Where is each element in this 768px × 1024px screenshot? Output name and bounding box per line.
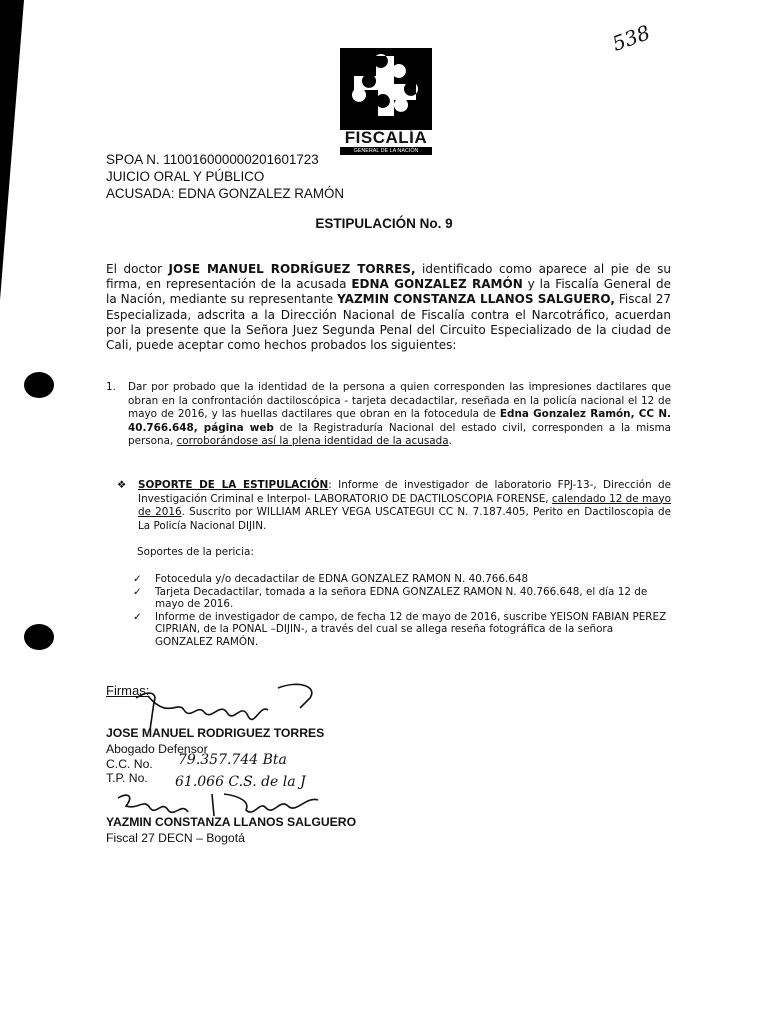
document-title: ESTIPULACIÓN No. 9 <box>315 216 453 231</box>
list-item: ✓ Tarjeta Decadactilar, tomada a la señora EDNA GONZALEZ RAMON N. 40.766.648, el día 12 de mayo de 2016. <box>133 585 648 610</box>
defender-cc-handwritten: 79.357.744 Bta <box>178 752 287 768</box>
diamond-bullet-icon: ❖ <box>117 479 127 491</box>
checkmark-icon: ✓ <box>133 573 142 585</box>
intro-paragraph: El doctor JOSE MANUEL RODRÍGUEZ TORRES, identificado como aparece al pie de su firma, en representación de la acusada EDNA GONZALEZ RAMÓN y la Fiscalía General de la Nación, mediante su representante YAZMIN CONSTANZA LLANOS SALGUERO, Fiscal 27 Especializada, adscrita a la Dirección Nacional de Fiscalía contra el Narcotráfico, acuerdan por la presente que la Señora Juez Segunda Penal del Circuito Especializado de la ciudad de Cali, puede aceptar como hechos probados los siguientes: <box>106 262 672 353</box>
page-number: 538 <box>609 20 654 56</box>
trial-type: JUICIO ORAL Y PÚBLICO <box>106 169 265 184</box>
item-text: Dar por probado que la identidad de la persona a quien corresponden las impresiones dactilares que obran en la confrontación dactiloscópica - tarjeta decadactilar, reseñada en la policía nacional el 12 de mayo de 2016, y las huellas dactilares que obran en la fotocedula de Edna Gonzalez Ramón, CC N. 40.766.648, página web de la Registraduría Nacional del estado civil, corresponden a la misma persona, corroborándose así la plena identidad de la acusada. <box>128 381 671 448</box>
defender-cc-label: C.C. No. <box>106 757 153 771</box>
defendant: ACUSADA: EDNA GONZALEZ RAMÓN <box>106 186 345 201</box>
defender-role: Abogado Defensor <box>106 742 208 756</box>
logo-title: FISCALÍA <box>344 128 428 147</box>
logo-subtitle: GENERAL DE LA NACIÓN <box>340 147 432 155</box>
spoa-number: SPOA N. 110016000000201601723 <box>106 152 319 167</box>
prosecutor-name: YAZMIN CONSTANZA LLANOS SALGUERO <box>106 815 357 829</box>
supports-heading: Soportes de la pericia: <box>137 546 254 558</box>
defender-tp-handwritten: 61.066 C.S. de la J <box>175 774 306 790</box>
defender-name: JOSE MANUEL RODRIGUEZ TORRES <box>106 726 325 740</box>
signatures-label: Firmas: <box>106 683 150 698</box>
hole-punch-mark <box>24 372 54 398</box>
hole-punch-mark <box>24 624 54 650</box>
defender-tp-label: T.P. No. <box>106 771 148 785</box>
list-item: ✓ Fotocedula y/o decadactilar de EDNA GONZALEZ RAMON N. 40.766.648 <box>133 573 529 585</box>
checkmark-icon: ✓ <box>133 585 142 598</box>
stipulated-fact <box>106 381 671 449</box>
scan-edge-mark <box>0 0 24 300</box>
checkmark-icon: ✓ <box>133 610 142 623</box>
supports-list <box>133 573 671 648</box>
fiscalia-logo <box>340 48 432 130</box>
item-number: 1. <box>106 381 116 393</box>
prosecutor-role: Fiscal 27 DECN – Bogotá <box>106 831 245 845</box>
support-text: SOPORTE DE LA ESTIPULACIÓN: Informe de investigador de laboratorio FPJ-13-, Dirección de Investigación Criminal e Interpol- LABORATORIO DE DACTILOSCOPIA FORENSE, calendado 12 de mayo de 2016. Suscrito por WILLIAM ARLEY VEGA USCATEGUI CC N. 7.187.405, Perito en Dactiloscopia de La Policía Nacional DIJIN. <box>138 479 671 532</box>
puzzle-piece-icon <box>340 48 432 130</box>
stipulation-support <box>117 479 671 533</box>
list-item: ✓ Informe de investigador de campo, de fecha 12 de mayo de 2016, suscribe YEISON FABIAN PEREZ CIPRIAN, de la PONAL –DIJIN-, a través del cual se allega reseña fotográfica de la señora GONZALEZ RAMÓN. <box>133 610 667 648</box>
